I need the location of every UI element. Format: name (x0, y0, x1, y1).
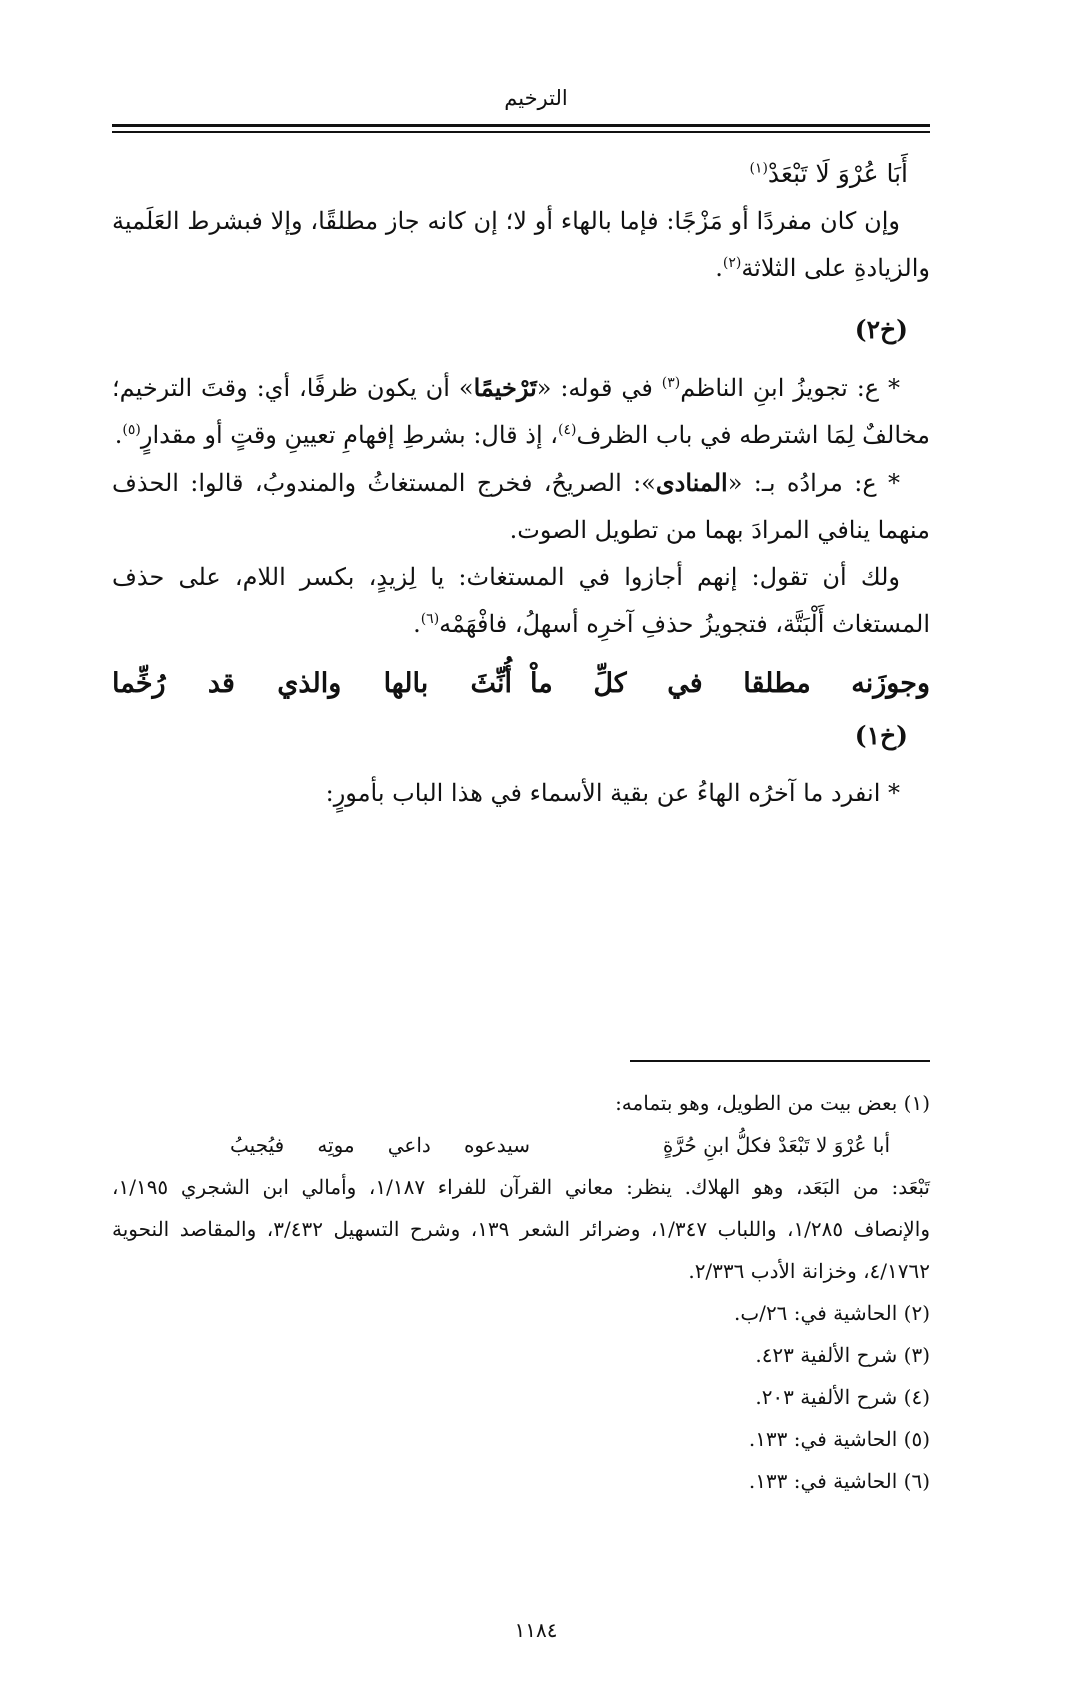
footnotes (112, 1082, 930, 1502)
paragraph-4-end: . (413, 610, 421, 638)
footnote-ref-6: (٦) (420, 611, 440, 627)
page-number: ١١٨٤ (514, 1618, 558, 1642)
footnote-ref-3: (٣) (661, 375, 681, 391)
poem-word: في (667, 668, 703, 699)
opening-verse (112, 150, 908, 198)
verse-word: سيدعوه (463, 1133, 530, 1157)
footnote-1-verse (112, 1124, 890, 1166)
paragraph-2-text-c: » أن يكون ظرفًا، أي: وقتَ الترخيم؛ مخالفٌ لِمَا اشترطه في باب الظرف (112, 374, 930, 449)
paragraph-5-text: * انفرد ما آخرُه الهاءُ عن بقية الأسماء في هذا الباب بأمورٍ: (325, 779, 900, 807)
paragraph-3-bold-term: المنادى (655, 468, 728, 497)
poem-word: ماْ (530, 668, 553, 699)
main-text (112, 150, 930, 817)
verse-word: داعي (387, 1133, 431, 1157)
header-rule-thick (112, 124, 930, 127)
footnote-1-verse-second (230, 1124, 530, 1166)
paragraph-4 (112, 554, 930, 648)
paragraph-2-bold-term: تَرْخيمًا (473, 373, 537, 402)
section-marker-kh2: (خ٢) (854, 315, 908, 344)
poem-word: مطلقا (743, 668, 811, 699)
footnote-separator (630, 1060, 930, 1062)
paragraph-2-end: . (114, 421, 123, 449)
poem-word: أُنِّثَ (470, 668, 512, 699)
poem-second-hemistich (112, 658, 512, 710)
footnote-ref-2: (٢) (722, 255, 742, 271)
poem-word: وجوزَنه (851, 668, 930, 699)
footnote-ref-5: (٥) (122, 422, 141, 438)
paragraph-5 (112, 770, 930, 817)
verse-word: فيُجيبُ (230, 1133, 285, 1157)
paragraph-2 (112, 364, 930, 459)
paragraph-3-text-b: »: الصريحُ، فخرج المستغاثُ والمندوبُ، قالوا: الحذف منهما ينافي المرادَ بهما من تطويل الصوت. (112, 469, 930, 544)
footnote-1-body: تَبْعَد: من البَعَد، وهو الهلاك. ينظر: معاني القرآن للفراء ١/١٨٧، وأمالي ابن الشجري ١/١٩٥، والإنصاف ١/٢٨٥، واللباب ١/٣٤٧، وضرائر الشعر ١٣٩، وشرح التسهيل ٣/٤٣٢، والمقاصد النحوية ٤/١٧٦٢، وخزانة الأدب ٢/٣٣٦. (112, 1175, 931, 1283)
footnote-3: (٣) شرح الألفية ٤٢٣. (755, 1343, 930, 1367)
opening-verse-text: أَبَا عُرْوَ لَا تَبْعَدْ (767, 159, 908, 188)
paragraph-1-text: وإن كان مفردًا أو مَزْجًا: فإما بالهاء أو لا؛ إن كانه جاز مطلقًا، وإلا فبشرط العَلَمية والزيادةِ على الثلاثة (112, 207, 930, 282)
section-marker-kh1: (خ١) (854, 721, 908, 750)
poem-word: والذي (277, 668, 342, 699)
poem-word: بالها (383, 668, 429, 699)
paragraph-1-end: . (715, 254, 723, 282)
paragraph-3 (112, 459, 930, 554)
footnote-2: (٢) الحاشية في: ٢٦/ب. (734, 1301, 930, 1325)
footnote-4: (٤) شرح الألفية ٢٠٣. (755, 1385, 930, 1409)
paragraph-4-text: ولك أن تقول: إنهم أجازوا في المستغاث: يا لِزيدٍ، بكسر اللام، على حذف المستغاث أَلْبَتَّة، فتجويزُ حذفِ آخرِه أسهلُ، فافْهَمْه (112, 563, 930, 638)
poem-verse (112, 658, 930, 710)
paragraph-2-text-d: ، إذ قال: بشرطِ إفهامِ تعيينِ وقتٍ أو مقدارٍ (140, 421, 558, 449)
poem-first-hemistich (530, 658, 930, 710)
footnote-ref-1: (١) (749, 160, 768, 177)
header-rule-thin (112, 131, 930, 133)
poem-word: رُخِّما (112, 668, 166, 699)
footnote-1-verse-first: أبا عُرْوَ لا تَبْعَدْ فكلُّ ابنِ حُرَّةٍ (662, 1133, 890, 1157)
poem-word: كلِّ (593, 668, 627, 699)
footnote-6: (٦) الحاشية في: ١٣٣. (748, 1469, 930, 1493)
paragraph-1 (112, 198, 930, 292)
paragraph-2-text-b: في قوله: « (536, 374, 662, 402)
verse-word: موتِه (317, 1133, 355, 1157)
footnote-ref-4: (٤) (557, 422, 577, 438)
running-header-title: الترخيم (504, 86, 568, 110)
footnote-1-intro: (١) بعض بيت من الطويل، وهو بتمامه: (615, 1091, 930, 1115)
paragraph-3-text-a: * ع: مرادُه بـ: « (727, 469, 900, 497)
poem-word: قد (207, 668, 235, 699)
footnote-5: (٥) الحاشية في: ١٣٣. (748, 1427, 930, 1451)
paragraph-2-text-a: * ع: تجويزُ ابنِ الناظم (680, 374, 901, 402)
